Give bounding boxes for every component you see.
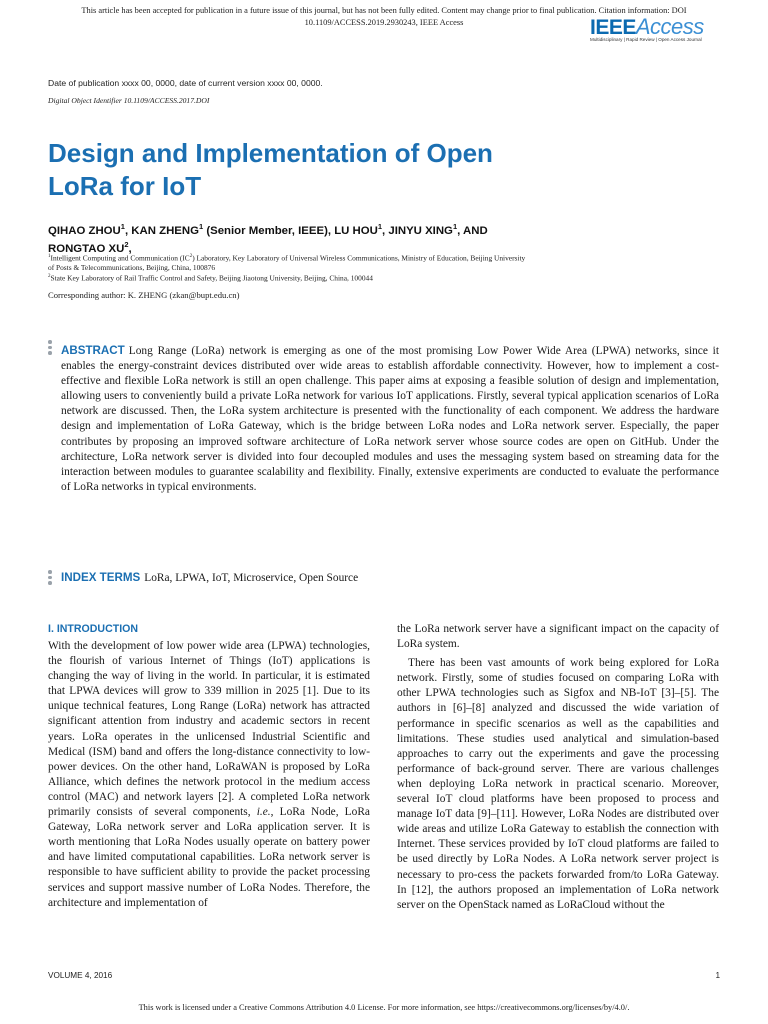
abstract-dots-icon: [48, 340, 52, 357]
intro-p1-part-a: With the development of low power wide area (LPWA) technologies, the flourish of various Internet of Things (IoT) applications is changing the way of living in the world. In particular, it is estimated that LPWA devices will grow to 339 million in 2025 [1]. Due to its unique technical features, Long Range (LoRa) network has attracted significant attention from industry and academic sectors in recent years. LoRa operates in the unlicensed Industrial Scientific and Medical (ISM) band and offers the long-distance connectivity to low-power devices. On the other hand, LoRaWAN is proposed by LoRa Alliance, which defines the network protocol in the medium access control (MAC) and network layers [2]. A completed LoRa network primarily consists of several components,: [48, 640, 370, 819]
body-column-left: [48, 622, 370, 911]
affiliation-2: [48, 272, 628, 283]
intro-p1-ie: i.e.: [256, 806, 271, 819]
author-and: , AND: [457, 224, 488, 237]
affiliation-2-mark: 2: [48, 274, 51, 280]
title-line-1: Design and Implementation of Open: [48, 138, 493, 168]
intro-paragraph-1: [48, 639, 370, 911]
author-2-affil: 1: [199, 222, 204, 231]
abstract-label: ABSTRACT: [61, 344, 125, 357]
affiliation-1-mark: 1: [48, 254, 51, 259]
section-heading-introduction: I. INTRODUCTION: [48, 623, 139, 635]
affiliations: [48, 252, 628, 283]
index-terms-text: LoRa, LPWA, IoT, Microservice, Open Source: [144, 572, 359, 584]
journal-notice-line1: This article has been accepted for publication in a future issue of this journal, but has not been fully edited. Content may change prior to final publication. Citation information: DOI: [81, 6, 687, 15]
title-line-2: LoRa for IoT: [48, 171, 202, 201]
logo-access-text: Access: [635, 14, 704, 39]
affiliation-1-sup: 2: [189, 254, 193, 259]
index-terms-block: [61, 571, 358, 584]
abstract-text: Long Range (LoRa) network is emerging as one of the most promising Low Power Wide Area (LPWA) networks, since it enables the energy-constraint devices distributed over wide areas to establish affordable connectivity. However, how to implement a cost-effective and flexible LoRa network is still an open challenge. This paper aims at exposing a feasible solution of design and implementation, allowing users to conveniently build a private LoRa network for various IoT applications. Firstly, several typical application scenarios of LoRa network are discussed. Then, the LoRa system architecture is presented with the functionality of each component. We address the hardware design and implementation of LoRa Gateway, which is the bridge between LoRa nodes and LoRa network server. Especially, the paper contributes by proposing an improved software architecture of LoRa network server whose source codes are open on GitHub. Under the architecture, LoRa network server is divided into four decoupled modules and uses the messaging system based on streaming data for the interaction between modules to guarantee scalability and flexibility. Finally, extensive experiments are conducted to evaluate the performance of LoRa networks in typical environments.: [61, 345, 719, 493]
author-1: QIHAO ZHOU: [48, 224, 121, 237]
affiliation-1-text: Intelligent Computing and Communication (IC: [50, 253, 190, 263]
author-tail: ,: [128, 242, 132, 255]
index-terms-dots-icon: [48, 570, 52, 587]
index-terms-label: INDEX TERMS: [61, 571, 141, 584]
journal-notice-line2: 10.1109/ACCESS.2019.2930243, IEEE Access: [304, 18, 464, 27]
intro-paragraph-2: There has been vast amounts of work being explored for LoRa network. Firstly, some of studies focused on comparing LoRa with other LPWA technologies such as Sigfox and NB-IoT [3]–[5]. The authors in [6]–[8] analyzed and discussed the wide variation of performance in specific scenarios as well as the capabilities and limitations. These studies used analytical and simulation-based approaches to carry out the experiments and gave the processing performance of back-ground server. There are various challenges when deploying LoRa network in practical scenario. Moreover, several IoT cloud platforms have been proposed to process and manage IoT data [9]–[11]. However, LoRa Nodes are distributed over wide areas and utilize LoRa Gateway to establish the connection with Internet. These services provided by IoT cloud platforms are failed to be used directly by LoRa Nodes. A LoRa network server project is necessary to pro-cess the packets forwarded from/to LoRa Gateway. In [12], the authors proposed an implementation of LoRa network server on the OpenStack named as LoRaCloud without the: [397, 657, 719, 911]
publication-date-line: Date of publication xxxx 00, 0000, date of current version xxxx 00, 0000.: [48, 78, 323, 88]
affiliation-1: [48, 252, 628, 263]
affiliation-2-text: State Key Laboratory of Rail Traffic Control and Safety, Beijing Jiaotong University, Beijing, China, 100044: [50, 273, 373, 283]
author-list: [48, 220, 608, 256]
author-6: RONGTAO XU: [48, 242, 125, 255]
author-1-affil: 1: [120, 222, 125, 231]
license-notice: This work is licensed under a Creative Commons Attribution 4.0 License. For more information, see https://creativecommons.org/licenses/by/4.0/.: [138, 1003, 630, 1012]
corresponding-author: Corresponding author: K. ZHENG (zkan@bupt.edu.cn): [48, 290, 240, 300]
footer-volume: VOLUME 4, 2016: [48, 971, 113, 980]
body-column-right: [397, 622, 719, 913]
ieee-access-logo: [590, 14, 718, 48]
intro-paragraph-1-continued: the LoRa network server have a significant impact on the capacity of LoRa system.: [397, 623, 719, 651]
author-2: , KAN ZHENG: [124, 224, 199, 237]
author-4-affil: 1: [452, 222, 458, 231]
abstract-block: [61, 343, 719, 495]
logo-tagline: Multidisciplinary | Rapid Review | Open Access Journal: [590, 37, 702, 42]
author-3-affil: 1: [377, 222, 383, 231]
doi-line: Digital Object Identifier 10.1109/ACCESS.2017.DOI: [48, 96, 210, 105]
logo-ieee-text: IEEE: [590, 16, 636, 39]
author-4: , JINYU XING: [382, 224, 453, 237]
intro-p1-part-b: , LoRa Node, LoRa Gateway, LoRa network server and LoRa application server. It is worth mentioning that LoRa Nodes usually operate on battery power and have limited computational capabilities. LoRa network server is responsible to have sufficient ability to provide the packet processing services and support massive number of LoRa Nodes. Therefore, the architecture and implementation of: [48, 806, 370, 909]
footer-page-number: 1: [715, 971, 720, 980]
affiliation-1-rest: ) Laboratory, Key Laboratory of Universal Wireless Communications, Ministry of Education, Beijing University: [192, 253, 526, 263]
author-2-note: (Senior Member, IEEE), LU HOU: [203, 224, 378, 237]
paper-title: [48, 137, 648, 203]
affiliation-1-line2: of Posts & Telecommunications, Beijing, China, 100876: [48, 262, 216, 272]
author-6-affil: 2: [124, 239, 129, 249]
